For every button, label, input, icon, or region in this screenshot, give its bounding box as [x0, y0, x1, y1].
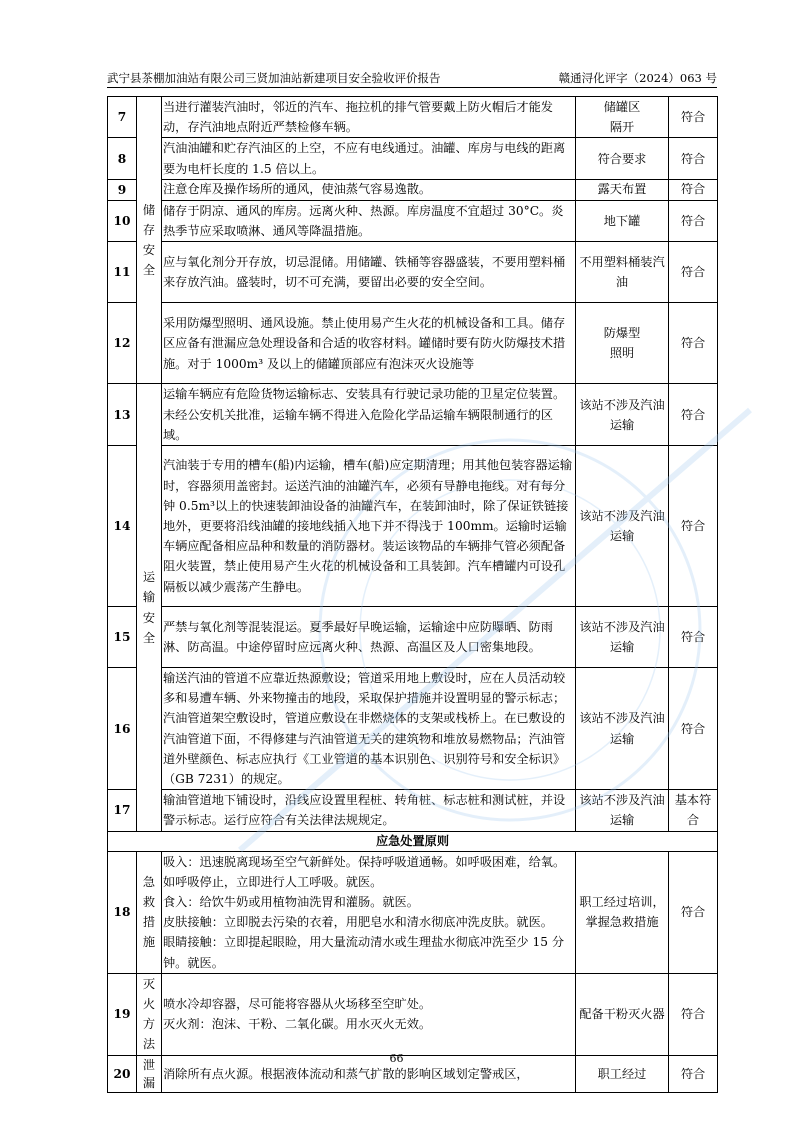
section-row [108, 831, 718, 851]
requirement-text: 喷水冷却容器，尽可能将容器从火场移至空旷处。 灭火剂：泡沫、干粉、二氧化碳。用水灭火无效。 [162, 973, 576, 1055]
result: 符合 [669, 1055, 718, 1092]
result: 符合 [669, 607, 718, 668]
actual-situation: 地下罐 [576, 201, 669, 242]
requirement-text: 输油管道地下铺设时，沿线应设置里程桩、转角桩、标志桩和测试桩，并设警示标志。运行应符合有关法律法规规定。 [162, 790, 576, 831]
report-number: 赣通浔化评字（2024）063 号 [558, 71, 717, 85]
requirement-text: 输送汽油的管道不应靠近热源敷设；管道采用地上敷设时，应在人员活动较多和易遭车辆、外来物撞击的地段，采取保护措施并设置明显的警示标志；汽油管道架空敷设时，管道应敷设在非燃烧体的支架或栈桥上。在已敷设的汽油管道下面，不得修建与汽油管道无关的建筑物和堆放易燃物品；汽油管道外壁颜色、标志应执行《工业管道的基本识别色、识别符号和安全标识》（GB 7231）的规定。 [162, 668, 576, 790]
requirement-text: 储存于阴凉、通风的库房。远离火种、热源。库房温度不宜超过 30°C。炎热季节应采取喷淋、通风等降温措施。 [162, 201, 576, 242]
category-line: 安全 [142, 243, 156, 278]
requirement-text: 汽油油罐和贮存汽油区的上空，不应有电线通过。油罐、库房与电线的距离要为电杆长度的 1.5 倍以上。 [162, 138, 576, 179]
category-line: 措施 [142, 915, 156, 950]
row-number: 19 [108, 973, 137, 1055]
category-line: 安全 [142, 610, 156, 645]
actual-situation: 职工经过 [576, 1055, 669, 1092]
category-line: 泄漏 [142, 1057, 156, 1090]
requirement-text: 严禁与氧化剂等混装混运。夏季最好早晚运输，运输途中应防曝晒、防雨淋、防高温。中途停留时应远离火种、热源、高温区及人口密集地段。 [162, 607, 576, 668]
table-row [108, 668, 718, 790]
actual-situation: 该站不涉及汽油运输 [576, 790, 669, 831]
actual-situation: 露天布置 [576, 179, 669, 200]
category-line: 储存 [142, 202, 156, 237]
category-first-aid [137, 851, 162, 973]
row-number: 17 [108, 790, 137, 831]
result: 符合 [669, 179, 718, 200]
table-row [108, 303, 718, 384]
requirement-text: 运输车辆应有危险货物运输标志、安装具有行驶记录功能的卫星定位装置。未经公安机关批准，运输车辆不得进入危险化学品运输车辆限制通行的区域。 [162, 384, 576, 446]
requirement-text: 消除所有点火源。根据液体流动和蒸气扩散的影响区域划定警戒区， [162, 1055, 576, 1092]
actual-situation: 该站不涉及汽油运输 [576, 668, 669, 790]
table-row [108, 242, 718, 303]
row-number: 15 [108, 607, 137, 668]
result: 符合 [669, 201, 718, 242]
requirement-text: 注意仓库及操作场所的通风，使油蒸气容易逸散。 [162, 179, 576, 200]
table-row [108, 851, 718, 973]
actual-situation: 储罐区 隔开 [576, 97, 669, 138]
actual-situation: 配备干粉灭火器 [576, 973, 669, 1055]
table-row [108, 446, 718, 607]
table-row [108, 607, 718, 668]
table-row [108, 790, 718, 831]
actual-situation: 符合要求 [576, 138, 669, 179]
section-title: 应急处置原则 [108, 831, 718, 851]
row-number: 16 [108, 668, 137, 790]
requirement-text: 汽油装于专用的槽车(船)内运输，槽车(船)应定期清理；用其他包装容器运输时，容器须用盖密封。运送汽油的油罐汽车，必须有导静电拖线。对有每分钟 0.5m³以上的快速装卸油设备的油罐汽车，在装卸油时，除了保证铁链接地外，更要将沿线油罐的接地线插入地下并不得浅于 100mm。运输时运输车辆应配备相应品种和数量的消防器材。装运该物品的车辆排气管必须配备阻火装置，禁止使用易产生火花的机械设备和工具装卸。汽车槽罐内可设孔隔板以减少震荡产生静电。 [162, 446, 576, 607]
page-header [107, 70, 717, 88]
actual-situation: 该站不涉及汽油运输 [576, 607, 669, 668]
table-row [108, 97, 718, 138]
result: 符合 [669, 242, 718, 303]
result: 符合 [669, 668, 718, 790]
category-line: 运输 [142, 570, 156, 605]
category-line: 急救 [142, 874, 156, 910]
row-number: 12 [108, 303, 137, 384]
row-number: 9 [108, 179, 137, 200]
table-row [108, 384, 718, 446]
table-row [108, 138, 718, 179]
actual-situation: 不用塑料桶装汽油 [576, 242, 669, 303]
row-number: 18 [108, 851, 137, 973]
requirement-text: 吸入：迅速脱离现场至空气新鲜处。保持呼吸道通畅。如呼吸困难，给氧。如呼吸停止，立即进行人工呼吸。就医。 食入：给饮牛奶或用植物油洗胃和灌肠。就医。 皮肤接触：立即脱去污染的衣着，用肥皂水和清水彻底冲洗皮肤。就医。 眼睛接触：立即提起眼睑，用大量流动清水或生理盐水彻底冲洗至少 15 分钟。就医。 [162, 851, 576, 973]
row-number: 10 [108, 201, 137, 242]
row-number: 11 [108, 242, 137, 303]
result: 符合 [669, 973, 718, 1055]
category-storage-safety [137, 97, 162, 384]
result: 符合 [669, 303, 718, 384]
result: 基本符合 [669, 790, 718, 831]
actual-situation: 职工经过培训，掌握急救措施 [576, 851, 669, 973]
actual-situation: 该站不涉及汽油运输 [576, 446, 669, 607]
table-row [108, 179, 718, 200]
category-line: 灭火 [142, 976, 156, 1012]
row-number: 13 [108, 384, 137, 446]
requirement-text: 应与氧化剂分开存放，切忌混储。用储罐、铁桶等容器盛装，不要用塑料桶来存放汽油。盛装时，切不可充满，要留出必要的安全空间。 [162, 242, 576, 303]
page-number: 66 [389, 1052, 404, 1065]
category-fire-fighting [137, 973, 162, 1055]
row-number: 7 [108, 97, 137, 138]
result: 符合 [669, 446, 718, 607]
table-row [108, 973, 718, 1055]
category-line: 方法 [142, 1017, 156, 1052]
row-number: 20 [108, 1055, 137, 1092]
result: 符合 [669, 97, 718, 138]
actual-situation: 防爆型 照明 [576, 303, 669, 384]
row-number: 14 [108, 446, 137, 607]
result: 符合 [669, 384, 718, 446]
table-row [108, 201, 718, 242]
requirement-text: 采用防爆型照明、通风设施。禁止使用易产生火花的机械设备和工具。储存区应备有泄漏应急处理设备和合适的收容材料。罐储时要有防火防爆技术措施。对于 1000m³ 及以上的储罐顶部应有泡沫灭火设施等 [162, 303, 576, 384]
row-number: 8 [108, 138, 137, 179]
report-title: 武宁县茶棚加油站有限公司三贤加油站新建项目安全验收评价报告 [107, 71, 441, 85]
category-transport-safety [137, 384, 162, 831]
requirement-text: 当进行灌装汽油时，邻近的汽车、拖拉机的排气管要戴上防火帽后才能发动，存汽油地点附近严禁检修车辆。 [162, 97, 576, 138]
result: 符合 [669, 851, 718, 973]
acceptance-check-table [107, 96, 718, 1093]
actual-situation: 该站不涉及汽油运输 [576, 384, 669, 446]
result: 符合 [669, 138, 718, 179]
